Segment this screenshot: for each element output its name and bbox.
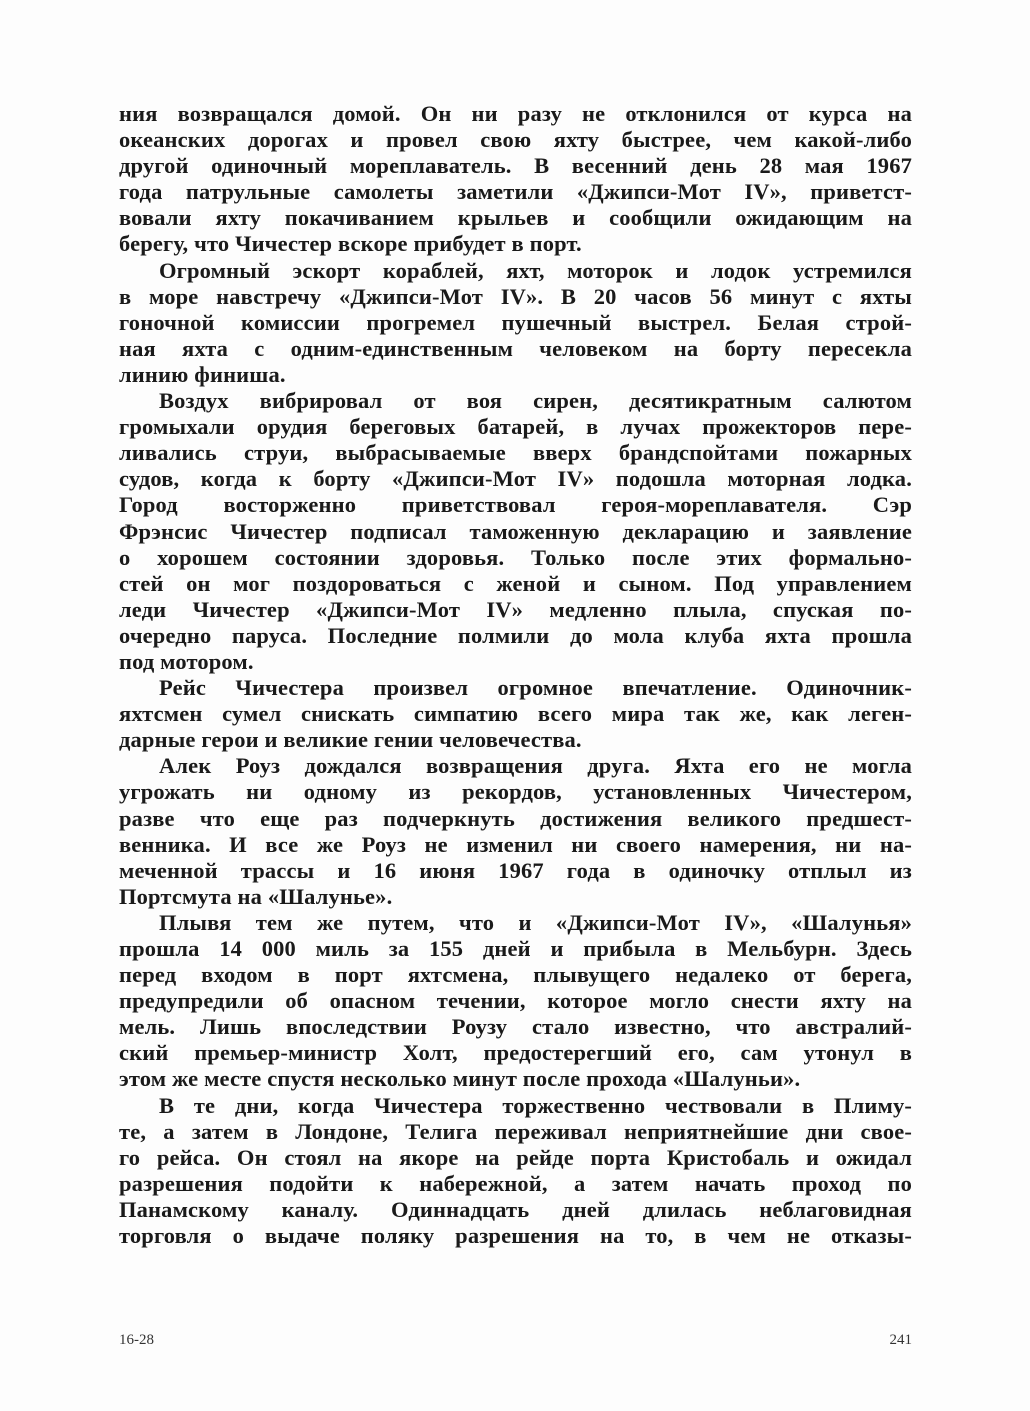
page-footer [119, 1332, 912, 1352]
text-line: венника. И все же Роуз не изменил ни своего намерения, ни на- [119, 831, 912, 857]
text-line: леди Чичестер «Джипси-Мот IV» медленно плыла, спуская по- [119, 596, 912, 622]
paragraph [119, 101, 912, 258]
text-line: о хорошем состоянии здоровья. Только после этих формально- [119, 544, 912, 570]
text-line: под мотором. [119, 648, 254, 674]
paragraph [119, 1093, 912, 1250]
text-line: берегу, что Чичестер вскоре прибудет в порт. [119, 231, 582, 257]
text-line: торговля о выдаче поляку разрешения на то, в чем не отказы- [119, 1223, 912, 1249]
text-line: ная яхта с одним-единственным человеком на борту пересекла [119, 335, 912, 361]
text-line: Огромный эскорт кораблей, яхт, моторок и лодок устремился [159, 257, 912, 283]
page-body [119, 101, 912, 1249]
text-line: Панамскому каналу. Одиннадцать дней длилась неблаговидная [119, 1196, 912, 1222]
text-line: мель. Лишь впоследствии Роузу стало известно, что австралий- [119, 1014, 912, 1040]
text-line: в море навстречу «Джипси-Мот IV». В 20 часов 56 минут с яхты [119, 283, 912, 309]
text-line: Рейс Чичестера произвел огромное впечатление. Одиночник- [159, 675, 912, 701]
paragraph [119, 388, 912, 675]
printer-signature: 16-28 [119, 1332, 154, 1348]
text-line: стей он мог поздороваться с женой и сыном. Под управлением [119, 570, 912, 596]
text-line: другой одиночный мореплаватель. В весенний день 28 мая 1967 [119, 153, 912, 179]
text-line: Алек Роуз дождался возвращения друга. Яхта его не могла [159, 753, 912, 779]
text-line: ливались струи, выбрасываемые вверх брандспойтами пожарных [119, 440, 912, 466]
text-line: прошла 14 000 миль за 155 дней и прибыла в Мельбурн. Здесь [119, 936, 912, 961]
text-line: судов, когда к борту «Джипси-Мот IV» подошла моторная лодка. [119, 466, 912, 492]
text-line: Плывя тем же путем, что и «Джипси-Мот IV», «Шалунья» [159, 909, 912, 935]
text-line: громыхали орудия береговых батарей, в лучах прожекторов пере- [119, 414, 912, 440]
text-line: дарные герои и великие гении человечества. [119, 727, 582, 753]
text-line: очередно паруса. Последние полмили до мола клуба яхта прошла [119, 622, 912, 648]
text-line: вовали яхту покачиванием крыльев и сообщили ожидающим на [119, 205, 912, 231]
text-line: года патрульные самолеты заметили «Джипси-Мот IV», приветст- [119, 179, 912, 205]
text-line: те, а затем в Лондоне, Телига переживал неприятнейшие дни свое- [119, 1118, 912, 1144]
text-line: го рейса. Он стоял на якоре на рейде порта Кристобаль и ожидал [119, 1144, 912, 1170]
text-line: разрешения подойти к набережной, а затем начать проход по [119, 1170, 912, 1196]
text-line: угрожать ни одному из рекордов, установленных Чичестером, [119, 779, 912, 805]
text-line: ния возвращался домой. Он ни разу не отклонился от курса на [119, 101, 912, 126]
page-number: 241 [889, 1332, 912, 1348]
text-line: Фрэнсис Чичестер подписал таможенную декларацию и заявление [119, 518, 912, 544]
text-line: этом же месте спустя несколько минут после прохода «Шалуньи». [119, 1066, 801, 1092]
text-line: гоночной комиссии прогремел пушечный выстрел. Белая строй- [119, 309, 912, 335]
paragraph [119, 675, 912, 753]
text-line: перед входом в порт яхтсмена, плывущего недалеко от берега, [119, 962, 912, 988]
text-line: Город восторженно приветствовал героя-мореплавателя. Сэр [119, 492, 912, 518]
text-line: океанских дорогах и провел свою яхту быстрее, чем какой-либо [119, 127, 912, 153]
text-line: В те дни, когда Чичестера торжественно чествовали в Плиму- [159, 1092, 912, 1118]
text-line: линию финиша. [119, 361, 286, 387]
text-line: меченной трассы и 16 июня 1967 года в одиночку отплыл из [119, 857, 912, 883]
text-line: разве что еще раз подчеркнуть достижения великого предшест- [119, 805, 912, 831]
paragraph [119, 258, 912, 388]
text-line: предупредили об опасном течении, которое могло снести яхту на [119, 988, 912, 1014]
text-line: ский премьер-министр Холт, предостерегший его, сам утонул в [119, 1040, 912, 1066]
paragraph [119, 910, 912, 1093]
text-line: Воздух вибрировал от воя сирен, десятикратным салютом [159, 388, 912, 414]
text-line: Портсмута на «Шалунье». [119, 883, 393, 909]
text-line: яхтсмен сумел снискать симпатию всего мира так же, как леген- [119, 701, 912, 727]
paragraph [119, 753, 912, 910]
